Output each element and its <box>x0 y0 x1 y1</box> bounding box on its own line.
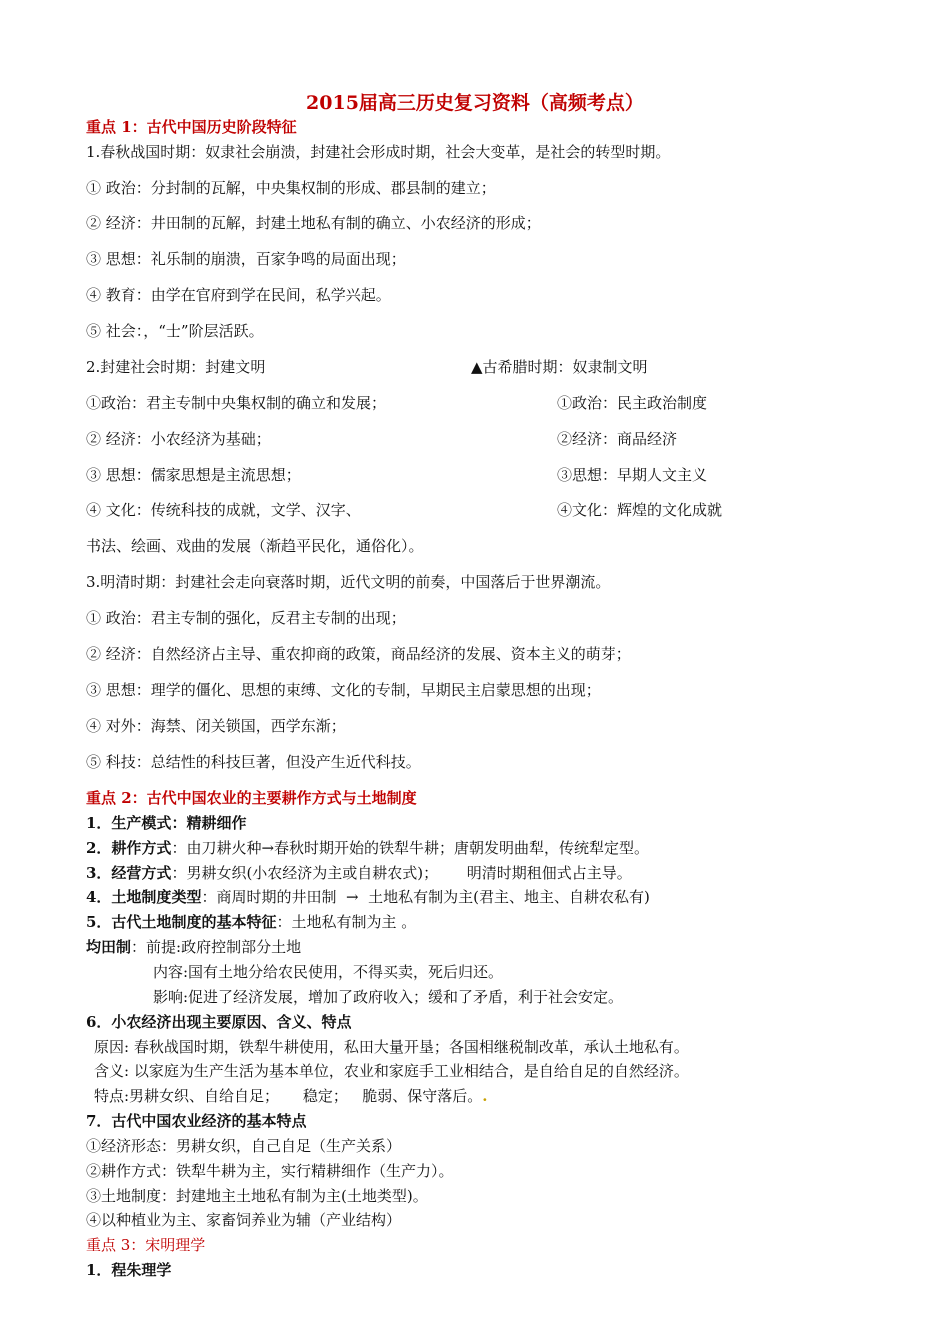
s2-item-6-meaning: 含义: 以家庭为生产生活为基本单位，农业和家庭手工业相结合，是自给自足的自然经济。 <box>94 1062 689 1080</box>
s2-item-5-text: ：土地私有制为主 。 <box>276 913 417 931</box>
s2-item-4-text: ：商周时期的井田制 → 土地私有制为主(君主、地主、自耕农私有) <box>201 888 650 906</box>
s1-p2-item: ③ 思想：儒家思想是主流思想； <box>86 466 301 484</box>
s2-juntian-effect: 影响:促进了经济发展，增加了政府收入；缓和了矛盾，利于社会安定。 <box>153 988 624 1006</box>
s1-p2-tail: 书法、绘画、戏曲的发展（渐趋平民化，通俗化）。 <box>86 537 424 555</box>
s2-item-7-point: ②耕作方式：铁犁牛耕为主，实行精耕细作（生产力）。 <box>86 1162 454 1180</box>
s1-p3-item: ② 经济：自然经济占主导、重农抑商的政策，商品经济的发展、资本主义的萌芽； <box>86 645 631 663</box>
s1-p2-item: ④ 文化：传统科技的成就，文学、汉字、 <box>86 501 361 519</box>
s2-item-3-label: 3．经营方式 <box>86 864 172 882</box>
s2-item-7-point: ③土地制度：封建地主土地私有制为主(土地类型)。 <box>86 1187 428 1205</box>
s1-greece-item: ③思想：早期人文主义 <box>557 466 708 484</box>
section-2-heading: 重点 2：古代中国农业的主要耕作方式与土地制度 <box>86 789 417 807</box>
document-title: 2015届高三历史复习资料（高频考点） <box>306 92 644 114</box>
s3-item-1: 1．程朱理学 <box>86 1261 172 1279</box>
s2-item-4-label: 4．土地制度类型 <box>86 888 202 906</box>
s2-item-4 <box>86 886 650 907</box>
s1-p1-item: ④ 教育：由学在官府到学在民间，私学兴起。 <box>86 286 391 304</box>
s1-p3-item: ③ 思想：理学的僵化、思想的束缚、文化的专制，早期民主启蒙思想的出现； <box>86 681 601 699</box>
s1-p3-item: ① 政治：君主专制的强化，反君主专制的出现； <box>86 609 406 627</box>
s1-p1-item: ③ 思想：礼乐制的崩溃，百家争鸣的局面出现； <box>86 250 406 268</box>
s2-item-3 <box>86 862 632 883</box>
s2-item-3-text: ：男耕女织(小农经济为主或自耕农式)； 明清时期租佃式占主导。 <box>171 864 632 882</box>
s2-item-6-feature <box>94 1085 487 1106</box>
s2-item-2-label: 2．耕作方式 <box>86 839 172 857</box>
s2-item-5 <box>86 911 416 932</box>
s1-paragraph-3: 3.明清时期：封建社会走向衰落时期，近代文明的前奏，中国落后于世界潮流。 <box>86 573 611 591</box>
s1-p3-item: ⑤ 科技：总结性的科技巨著，但没产生近代科技。 <box>86 753 421 771</box>
s1-p2-item: ② 经济：小农经济为基础； <box>86 430 271 448</box>
s2-item-6-reason: 原因: 春秋战国时期，铁犁牛耕使用，私田大量开垦；各国相继税制改革，承认土地私有。 <box>94 1038 689 1056</box>
s2-item-6-dot: . <box>482 1087 488 1105</box>
s1-p3-item: ④ 对外：海禁、闭关锁国，西学东渐； <box>86 717 346 735</box>
s2-juntian-premise: ：前提:政府控制部分土地 <box>131 938 302 956</box>
s2-item-7-point: ④以种植业为主、家畜饲养业为辅（产业结构） <box>86 1211 402 1229</box>
s2-item-6: 6．小农经济出现主要原因、含义、特点 <box>86 1013 352 1031</box>
s2-item-2-text: ：由刀耕火种→春秋时期开始的铁犁牛耕；唐朝发明曲犁，传统犁定型。 <box>171 839 650 857</box>
s2-juntian-label: 均田制 <box>86 938 132 956</box>
s1-paragraph-2: 2.封建社会时期：封建文明 <box>86 358 266 376</box>
s2-item-7-point: ①经济形态：男耕女织，自己自足（生产关系） <box>86 1137 402 1155</box>
s1-greece-item: ④文化：辉煌的文化成就 <box>557 501 723 519</box>
section-3-heading: 重点 3：宋明理学 <box>86 1236 206 1254</box>
s2-juntian-content: 内容:国有土地分给农民使用，不得买卖，死后归还。 <box>153 963 504 981</box>
s1-p1-item: ① 政治：分封制的瓦解，中央集权制的形成、郡县制的建立； <box>86 179 496 197</box>
s1-p1-item: ② 经济：井田制的瓦解，封建土地私有制的确立、小农经济的形成； <box>86 214 541 232</box>
s2-item-7: 7．古代中国农业经济的基本特点 <box>86 1112 307 1130</box>
s2-item-5-label: 5．古代土地制度的基本特征 <box>86 913 277 931</box>
s2-item-6-feature-text: 特点:男耕女织、自给自足； 稳定； 脆弱、保守落后。 <box>94 1087 483 1105</box>
s1-p2-item: ①政治：君主专制中央集权制的确立和发展； <box>86 394 387 412</box>
s1-greece-item: ②经济：商品经济 <box>557 430 678 448</box>
section-1-heading: 重点 1：古代中国历史阶段特征 <box>86 118 297 136</box>
s1-greece-heading: ▲古希腊时期：奴隶制文明 <box>471 358 648 376</box>
s1-p1-item: ⑤ 社会：，“士”阶层活跃。 <box>86 322 264 340</box>
s2-item-2 <box>86 837 649 858</box>
s1-paragraph-1: 1.春秋战国时期：奴隶社会崩溃，封建社会形成时期，社会大变革，是社会的转型时期。 <box>86 143 671 161</box>
s2-juntian <box>86 936 301 957</box>
s1-greece-item: ①政治：民主政治制度 <box>557 394 708 412</box>
s2-item-1: 1．生产模式：精耕细作 <box>86 814 247 832</box>
